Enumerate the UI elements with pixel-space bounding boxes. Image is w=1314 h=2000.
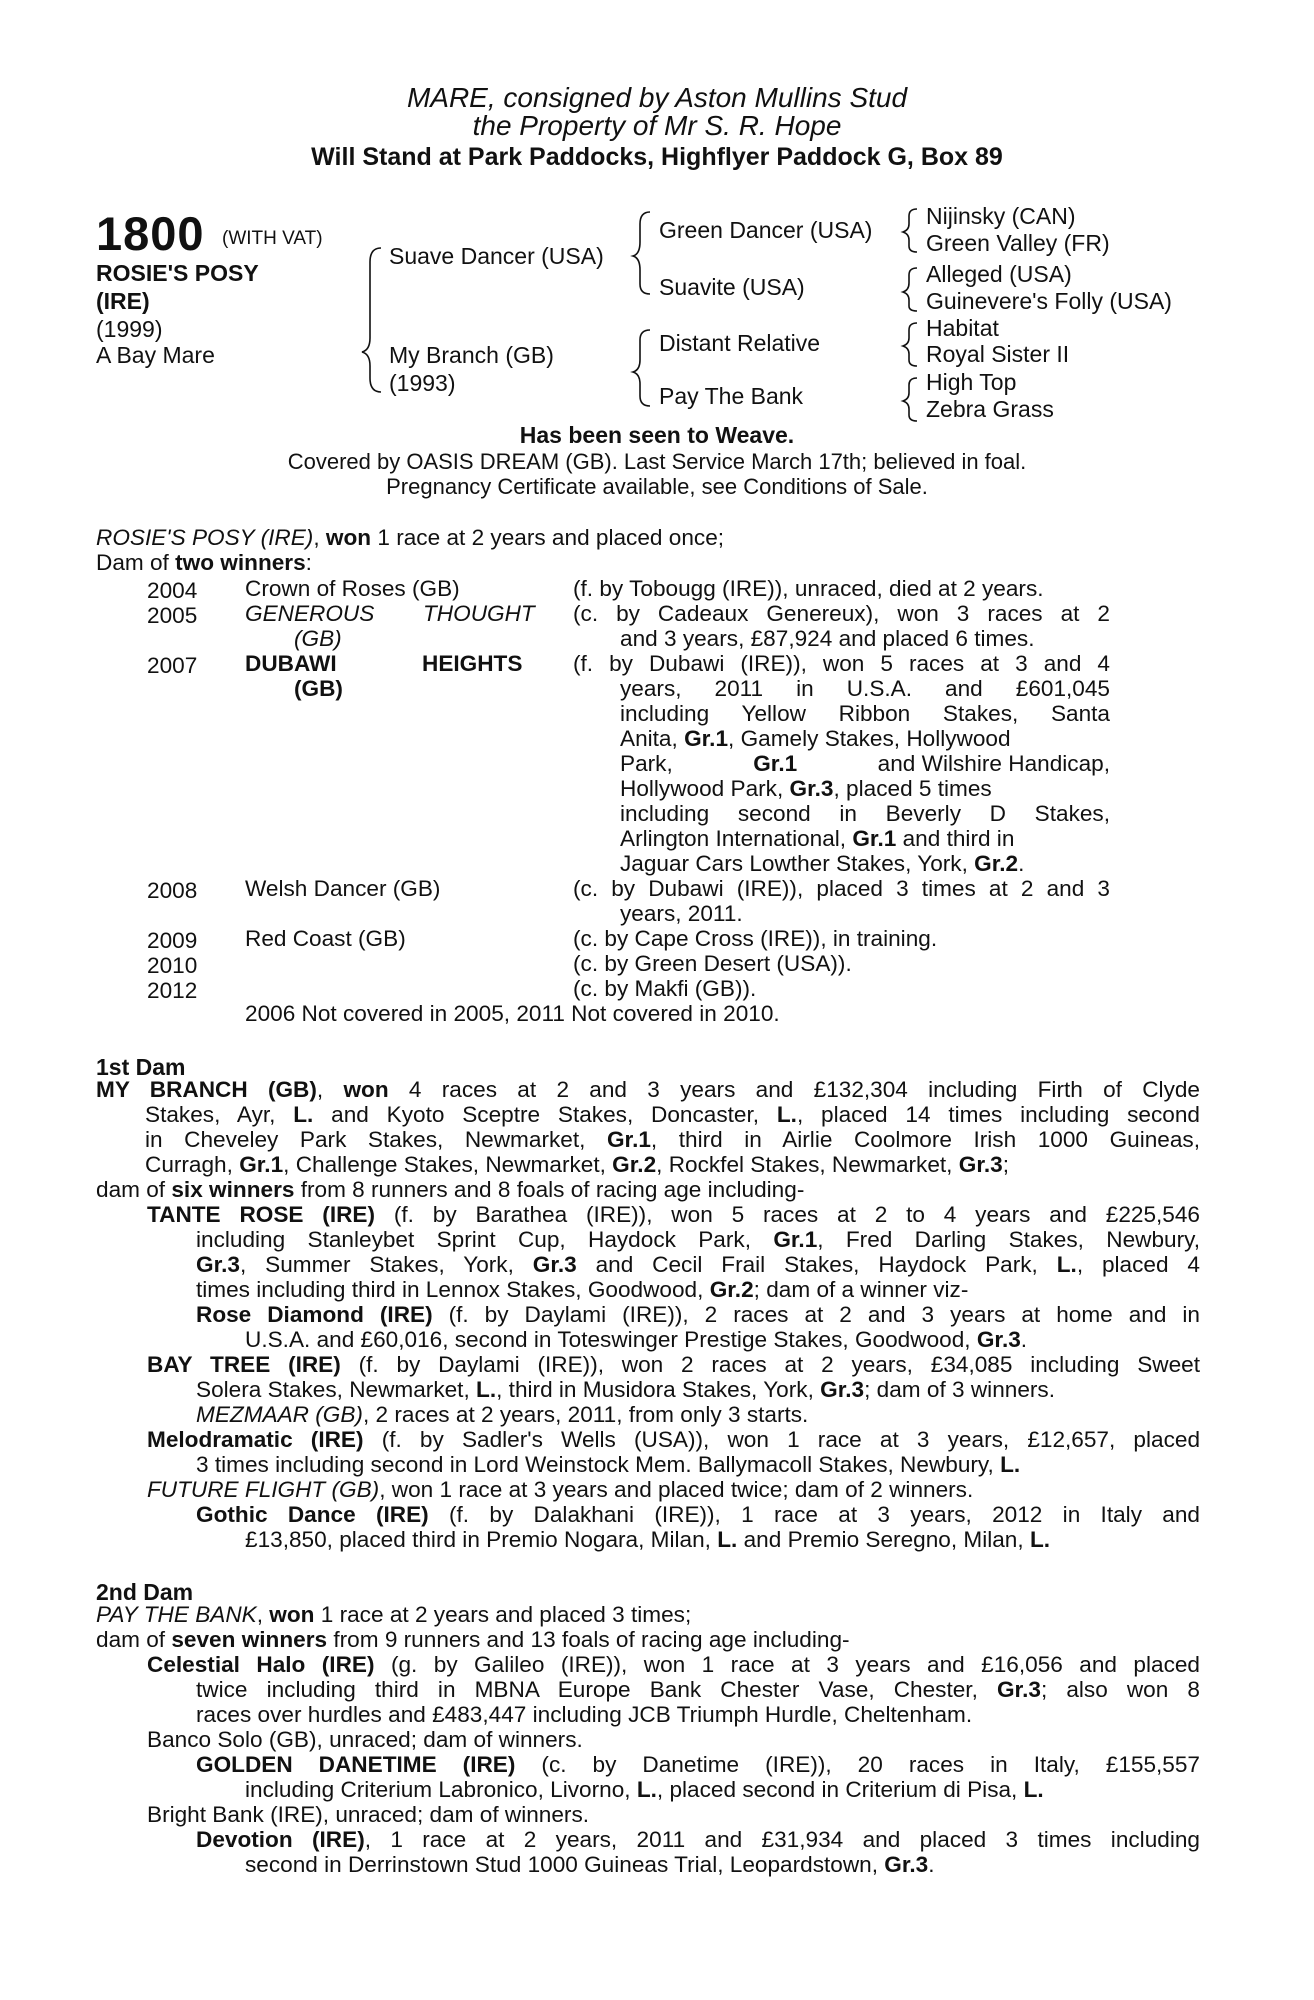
future-flight-line: FUTURE FLIGHT (GB), won 1 race at 3 years and placed twice; dam of 2 winners. xyxy=(147,1477,974,1502)
produce-name-2004: Crown of Roses (GB) xyxy=(245,576,460,601)
property-line: the Property of Mr S. R. Hope xyxy=(472,110,842,141)
produce-detail-2005a: (c. by Cadeaux Genereux), won 3 races at 2 xyxy=(573,601,1110,626)
produce-year-2004: 2004 xyxy=(147,578,198,603)
produce-detail-2008b: years, 2011. xyxy=(620,901,743,926)
horse-origin: (IRE) xyxy=(96,288,150,314)
first-dam-line-3: in Cheveley Park Stakes, Newmarket, Gr.1, third in Airlie Coolmore Irish 1000 Guineas, xyxy=(145,1127,1200,1152)
produce-detail-2007-1: (f. by Dubawi (IRE)), won 5 races at 3 and 4 xyxy=(573,651,1110,676)
mare-record: ROSIE'S POSY (IRE), won 1 race at 2 years and placed once; xyxy=(96,525,725,550)
consignor-line: MARE, consigned by Aston Mullins Stud xyxy=(406,82,908,113)
tante-rose-line-4: times including third in Lennox Stakes, Goodwood, Gr.2; dam of a winner viz- xyxy=(196,1277,969,1302)
bay-tree-line-1: BAY TREE (IRE) (f. by Daylami (IRE)), won 2 races at 2 years, £34,085 including Sweet xyxy=(147,1352,1200,1377)
produce-detail-2012: (c. by Makfi (GB)). xyxy=(573,976,757,1001)
produce-name-2005b: THOUGHT xyxy=(423,601,535,626)
golden-danetime-line-1: GOLDEN DANETIME (IRE) (c. by Danetime (IRE)), 20 races in Italy, £155,557 xyxy=(196,1752,1200,1777)
covered-note: Covered by OASIS DREAM (GB). Last Service March 17th; believed in foal. xyxy=(287,449,1027,474)
dam-sire-sire: Habitat xyxy=(926,315,999,341)
gothic-dance-line-2: £13,850, placed third in Premio Nogara, Milan, L. and Premio Seregno, Milan, L. xyxy=(245,1527,1051,1552)
dam-sire-dam: Royal Sister II xyxy=(926,341,1070,367)
tante-rose-line-2: including Stanleybet Sprint Cup, Haydock Park, Gr.1, Fred Darling Stakes, Newbury, xyxy=(196,1227,1200,1252)
horse-year: (1999) xyxy=(96,316,163,342)
produce-year-2008: 2008 xyxy=(147,878,198,903)
sire-dam-dam: Guinevere's Folly (USA) xyxy=(926,288,1172,314)
sire-sire-sire: Nijinsky (CAN) xyxy=(926,203,1076,229)
produce-detail-2007-5: Park, Gr.1 and Wilshire Handicap, xyxy=(620,751,1110,776)
celestial-halo-line-3: races over hurdles and £483,447 including JCB Triumph Hurdle, Cheltenham. xyxy=(196,1702,973,1727)
produce-detail-2007-9: Jaguar Cars Lowther Stakes, York, Gr.2. xyxy=(620,851,1025,876)
dam-year: (1993) xyxy=(389,370,456,396)
location-line: Will Stand at Park Paddocks, Highflyer Paddock G, Box 89 xyxy=(311,143,1003,171)
lot-vat: (WITH VAT) xyxy=(222,228,323,249)
celestial-halo-line-2: twice including third in MBNA Europe Bank Chester Vase, Chester, Gr.3; also won 8 xyxy=(196,1677,1200,1702)
tante-rose-line-1: TANTE ROSE (IRE) (f. by Barathea (IRE)), won 5 races at 2 to 4 years and £225,546 xyxy=(147,1202,1200,1227)
dam-dam-dam: Zebra Grass xyxy=(926,396,1054,422)
produce-year-2007: 2007 xyxy=(147,653,198,678)
dam-of-line: Dam of two winners: xyxy=(96,550,312,575)
dam: My Branch (GB) xyxy=(389,342,554,368)
horse-description: A Bay Mare xyxy=(96,342,215,368)
produce-detail-2008a: (c. by Dubawi (IRE)), placed 3 times at 2 and 3 xyxy=(573,876,1110,901)
produce-name-2007c: (GB) xyxy=(294,676,343,701)
produce-detail-2007-8: Arlington International, Gr.1 and third in xyxy=(620,826,1015,851)
sire-sire-dam: Green Valley (FR) xyxy=(926,230,1110,256)
pregnancy-note: Pregnancy Certificate available, see Conditions of Sale. xyxy=(386,474,928,499)
produce-name-2007: DUBAWI xyxy=(245,651,337,676)
dam-dam: Pay The Bank xyxy=(659,383,804,409)
celestial-halo-line-1: Celestial Halo (IRE) (g. by Galileo (IRE)), won 1 race at 3 years and £16,056 and placed xyxy=(147,1652,1201,1677)
produce-detail-2010: (c. by Green Desert (USA)). xyxy=(573,951,852,976)
produce-name-2008: Welsh Dancer (GB) xyxy=(245,876,441,901)
banco-solo-line: Banco Solo (GB), unraced; dam of winners. xyxy=(147,1727,583,1752)
first-dam-line-1: MY BRANCH (GB), won 4 races at 2 and 3 years and £132,304 including Firth of Clyde xyxy=(96,1077,1200,1102)
produce-year-2009: 2009 xyxy=(147,928,198,953)
bright-bank-line: Bright Bank (IRE), unraced; dam of winners. xyxy=(147,1802,590,1827)
mezmaar-line: MEZMAAR (GB), 2 races at 2 years, 2011, from only 3 starts. xyxy=(196,1402,809,1427)
produce-year-2012: 2012 xyxy=(147,978,198,1003)
produce-year-2010: 2010 xyxy=(147,953,198,978)
produce-detail-2007-7: including second in Beverly D Stakes, xyxy=(620,801,1110,826)
sire-sire: Green Dancer (USA) xyxy=(659,217,873,243)
first-dam-title: 1st Dam xyxy=(96,1054,186,1080)
second-dam-line-2: dam of seven winners from 9 runners and 13 foals of racing age including- xyxy=(96,1627,850,1652)
golden-danetime-line-2: including Criterium Labronico, Livorno, L., placed second in Criterium di Pisa, L. xyxy=(245,1777,1044,1802)
second-dam-title: 2nd Dam xyxy=(96,1579,194,1605)
produce-detail-2004: (f. by Tobougg (IRE)), unraced, died at 2 years. xyxy=(573,576,1044,601)
produce-name-2009: Red Coast (GB) xyxy=(245,926,406,951)
sire-dam-sire: Alleged (USA) xyxy=(926,261,1072,287)
sire: Suave Dancer (USA) xyxy=(389,243,604,269)
produce-year-2005: 2005 xyxy=(147,603,198,628)
melodramatic-line-1: Melodramatic (IRE) (f. by Sadler's Wells (USA)), won 1 race at 3 years, £12,657, placed xyxy=(147,1427,1201,1452)
produce-detail-2007-4: Anita, Gr.1, Gamely Stakes, Hollywood xyxy=(620,726,1011,751)
rose-diamond-line-2: U.S.A. and £60,016, second in Toteswinger Prestige Stakes, Goodwood, Gr.3. xyxy=(245,1327,1028,1352)
produce-name-2007b: HEIGHTS xyxy=(422,651,523,676)
first-dam-line-5: dam of six winners from 8 runners and 8 foals of racing age including- xyxy=(96,1177,805,1202)
bay-tree-line-2: Solera Stakes, Newmarket, L., third in Musidora Stakes, York, Gr.3; dam of 3 winners. xyxy=(196,1377,1055,1402)
devotion-line-1: Devotion (IRE), 1 race at 2 years, 2011 and £31,934 and placed 3 times including xyxy=(196,1827,1200,1852)
produce-detail-2007-2: years, 2011 in U.S.A. and £601,045 xyxy=(620,676,1110,701)
produce-name-2005c: (GB) xyxy=(294,626,342,651)
horse-name: ROSIE'S POSY xyxy=(96,260,259,286)
gothic-dance-line-1: Gothic Dance (IRE) (f. by Dalakhani (IRE)), 1 race at 3 years, 2012 in Italy and xyxy=(196,1502,1200,1527)
lot-number: 1800 xyxy=(96,207,205,260)
not-covered-note: 2006 Not covered in 2005, 2011 Not covered in 2010. xyxy=(245,1001,780,1026)
melodramatic-line-2: 3 times including second in Lord Weinstock Mem. Ballymacoll Stakes, Newbury, L. xyxy=(196,1452,1021,1477)
produce-detail-2007-6: Hollywood Park, Gr.3, placed 5 times xyxy=(620,776,992,801)
weave-note: Has been seen to Weave. xyxy=(519,422,795,448)
second-dam-line-1: PAY THE BANK, won 1 race at 2 years and placed 3 times; xyxy=(96,1602,692,1627)
first-dam-line-4: Curragh, Gr.1, Challenge Stakes, Newmarket, Gr.2, Rockfel Stakes, Newmarket, Gr.3; xyxy=(145,1152,1009,1177)
rose-diamond-line-1: Rose Diamond (IRE) (f. by Daylami (IRE)), 2 races at 2 and 3 years at home and in xyxy=(196,1302,1200,1327)
tante-rose-line-3: Gr.3, Summer Stakes, York, Gr.3 and Cecil Frail Stakes, Haydock Park, L., placed 4 xyxy=(196,1252,1200,1277)
pedigree-braces xyxy=(0,0,1314,440)
dam-dam-sire: High Top xyxy=(926,369,1017,395)
first-dam-line-2: Stakes, Ayr, L. and Kyoto Sceptre Stakes, Doncaster, L., placed 14 times including second xyxy=(145,1102,1200,1127)
produce-name-2005: GENEROUS xyxy=(245,601,375,626)
produce-detail-2009: (c. by Cape Cross (IRE)), in training. xyxy=(573,926,938,951)
devotion-line-2: second in Derrinstown Stud 1000 Guineas Trial, Leopardstown, Gr.3. xyxy=(245,1852,935,1877)
produce-detail-2005b: and 3 years, £87,924 and placed 6 times. xyxy=(620,626,1035,651)
dam-sire: Distant Relative xyxy=(659,330,821,356)
produce-detail-2007-3: including Yellow Ribbon Stakes, Santa xyxy=(620,701,1110,726)
sire-dam: Suavite (USA) xyxy=(659,274,805,300)
